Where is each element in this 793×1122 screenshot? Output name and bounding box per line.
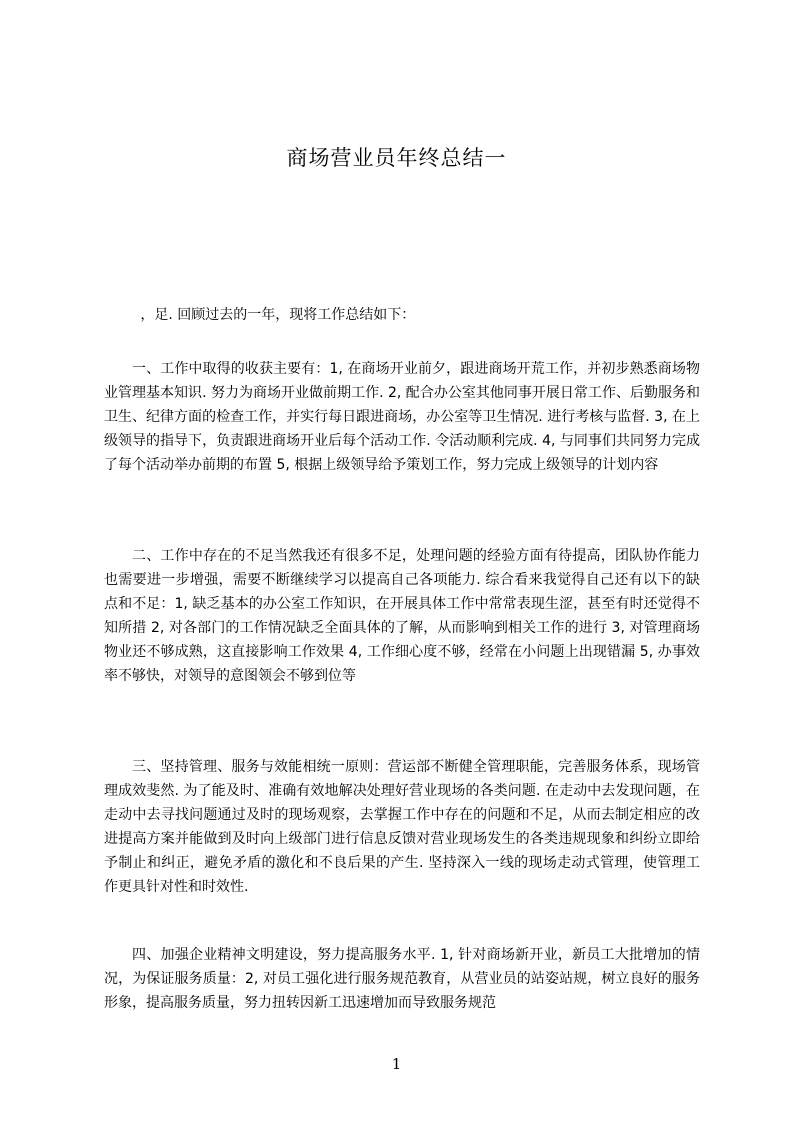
paragraph-shortcomings: 二、工作中存在的不足当然我还有很多不足，处理问题的经验方面有待提高，团队协作能力也需要进一步增强，需要不断继续学习以提高自己各项能力. 综合看来我觉得自己还有以下的缺点和不足：1, 缺乏基本的办公室工作知识，在开展具体工作中常常表现生涩，甚至有时还觉得不知所措 2, 对各部门的工作情况缺乏全面具体的了解，从而影响到相关工作的进行 3, 对管理商场物业还不够成熟，这直接影响工作效果 4, 工作细心度不够，经常在小问题上出现错漏 5, 办事效率不够快，对领导的意图领会不够到位等: [104, 548, 700, 684]
paragraph-intro: ，足. 回顾过去的一年，现将工作总结如下：: [140, 307, 416, 323]
paragraph-achievements: 一、工作中取得的收获主要有：1, 在商场开业前夕，跟进商场开荒工作，并初步熟悉商场物业管理基本知识. 努力为商场开业做前期工作. 2, 配合办公室其他同事开展日常工作、后勤服务和卫生、纪律方面的检查工作，并实行每日跟进商场，办公室等卫生情况. 进行考核与监督. 3, 在上级领导的指导下，负责跟进商场开业后每个活动工作. 令活动顺利完成. 4, 与同事们共同努力完成了每个活动举办前期的布置 5, 根据上级领导给予策划工作，努力完成上级领导的计划内容: [104, 361, 700, 473]
paragraph-service-improvement: 四、加强企业精神文明建设，努力提高服务水平. 1, 针对商场新开业，新员工大批增加的情况，为保证服务质量：2, 对员工强化进行服务规范教育，从营业员的站姿站规，树立良好的服务形象，提高服务质量，努力扭转因新工迅速增加而导致服务规范: [104, 947, 700, 1011]
page-number: 1: [391, 1055, 402, 1073]
document-title: 商场营业员年终总结一: [286, 146, 507, 170]
paragraph-management-principle: 三、坚持管理、服务与效能相统一原则：营运部不断健全管理职能，完善服务体系，现场管理成效斐然. 为了能及时、准确有效地解决处理好营业现场的各类问题. 在走动中去发现问题，在走动中去寻找问题通过及时的现场观察，去掌握工作中存在的问题和不足，从而去制定相应的改进提高方案并能做到及时向上级部门进行信息反馈对营业现场发生的各类违规现象和纠纷立即给予制止和纠正，避免矛盾的激化和不良后果的产生. 坚持深入一线的现场走动式管理，使管理工作更具针对性和时效性.: [104, 759, 700, 895]
